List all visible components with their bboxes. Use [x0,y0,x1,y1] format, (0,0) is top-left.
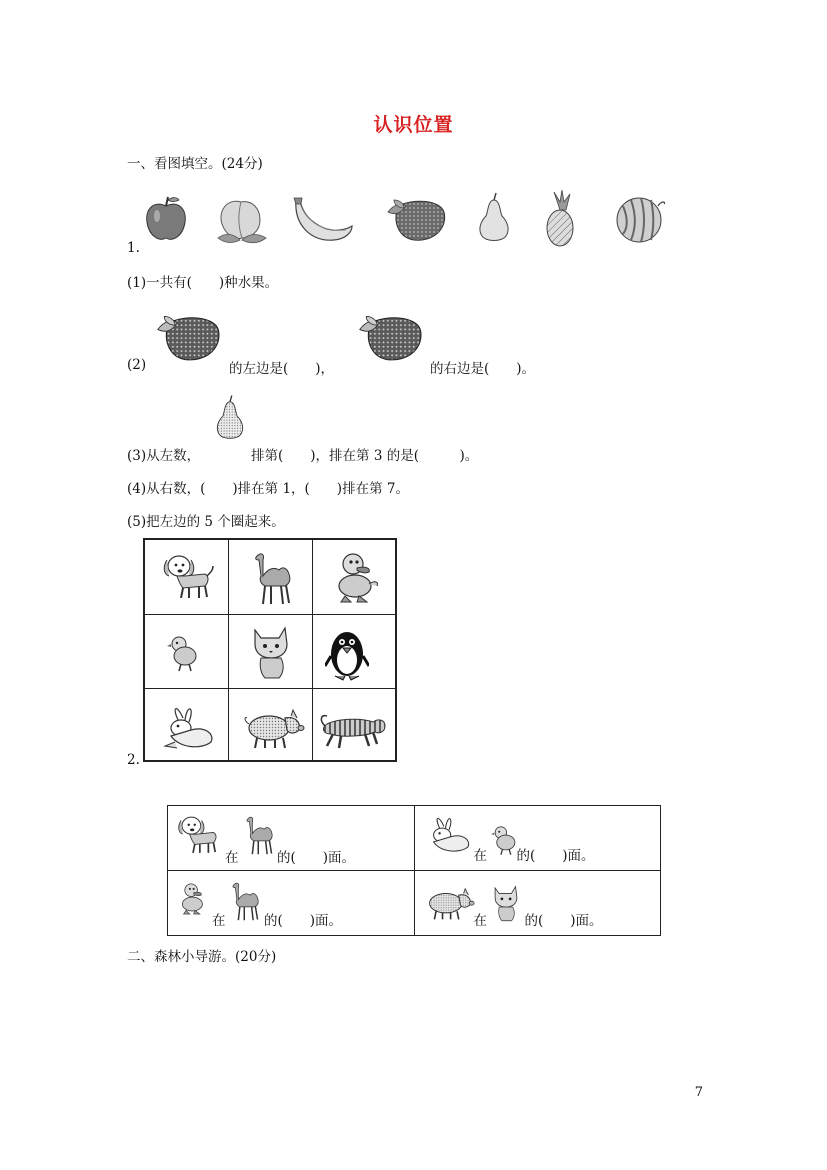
question-1-3-end: 排第( )，排在第 3 的是( )。 [251,448,479,464]
chick-icon [491,824,519,856]
question-1-2-mid: 的左边是( )， [229,361,335,377]
page-number: 7 [694,1085,703,1100]
rabbit-icon [425,814,473,856]
table-cell [414,871,661,936]
duck-icon [176,877,210,921]
zai-label: 在 [473,848,487,864]
pear-icon [212,392,248,444]
pear-icon [474,192,514,244]
table-cell [168,871,415,936]
pig-icon [423,887,475,921]
banana-icon [290,196,356,246]
table-cell [168,806,415,871]
answer-blank[interactable]: 的( )面。 [277,850,356,866]
page-title: 认识位置 [373,114,454,136]
cat-icon [249,624,293,680]
zai-label: 在 [212,913,226,929]
answer-blank[interactable]: 的( )面。 [524,913,603,929]
dog-icon [176,812,222,858]
strawberry-icon [152,310,224,364]
question-1-3-prefix: (3)从左数， [127,448,201,464]
duck-icon [329,550,383,606]
camel-icon [228,875,262,927]
question-1-5: (5)把左边的 5 个圈起来。 [127,514,285,530]
camel-icon [249,550,295,606]
table-cell [414,806,661,871]
section2-heading: 二、森林小导游。(20分) [127,949,277,965]
chick-icon [167,634,201,672]
tiger-icon [319,710,389,750]
question-1-1: (1)一共有( )种水果。 [127,275,279,291]
answer-blank[interactable]: 的( )面。 [516,848,595,864]
question-1-2-prefix: (2) [127,357,147,373]
question-1-label: 1. [127,240,140,256]
question-1-4: (4)从右数，( )排在第 1，( )排在第 7。 [127,481,409,497]
answer-blank[interactable]: 的( )面。 [264,913,343,929]
section1-heading: 一、看图填空。(24分) [127,156,263,172]
apple-icon [143,194,189,244]
cat-icon [491,883,521,923]
peach-icon [212,194,270,244]
zai-label: 在 [473,913,487,929]
pineapple-icon [540,190,580,248]
dog-icon [161,552,215,602]
penguin-icon [325,624,369,682]
strawberry-icon [354,310,426,364]
zai-label: 在 [225,850,239,866]
rabbit-icon [161,704,217,752]
question-1-2-end: 的右边是( )。 [430,361,536,377]
camel-icon [242,808,276,862]
pig-icon [241,708,305,750]
strawberry-icon [384,194,448,244]
watermelon-icon [614,194,666,246]
question-2-label: 2. [127,752,140,768]
animal-grid [143,538,397,762]
position-table [167,805,661,936]
